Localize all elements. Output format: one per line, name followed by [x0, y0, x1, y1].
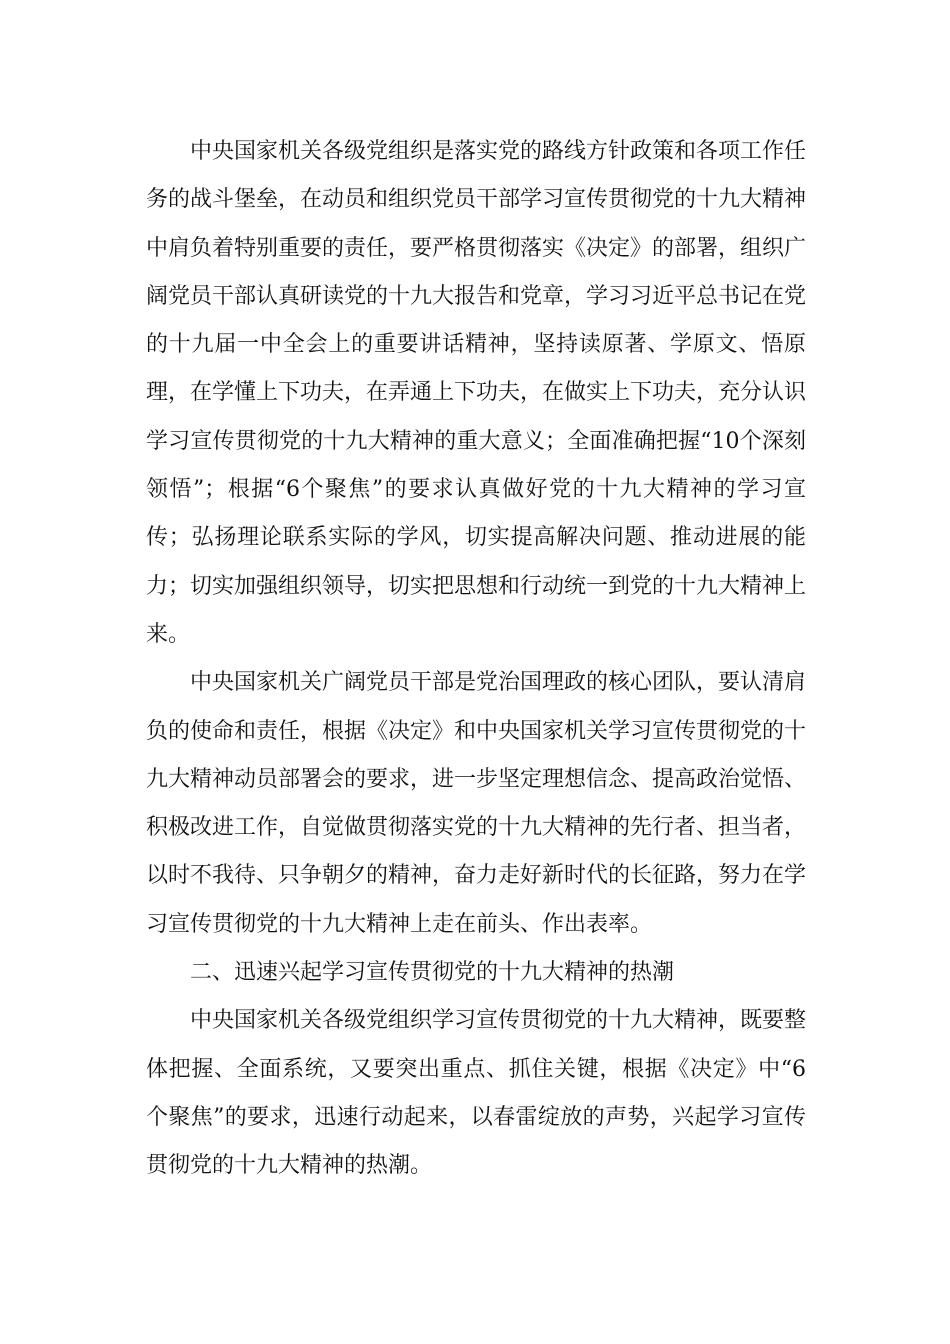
document-body	[146, 128, 806, 1191]
paragraph-party-organizations: 中央国家机关各级党组织是落实党的路线方针政策和各项工作任务的战斗堡垒，在动员和组织党员干部学习宣传贯彻党的十九大精神中肩负着特别重要的责任，要严格贯彻落实《决定》的部署，组织广阔党员干部认真研读党的十九大报告和党章，学习习近平总书记在党的十九届一中全会上的重要讲话精神，坚持读原著、学原文、悟原理，在学懂上下功夫，在弄通上下功夫，在做实上下功夫，充分认识学习宣传贯彻党的十九大精神的重大意义；全面准确把握“10个深刻领悟”；根据“6个聚焦”的要求认真做好党的十九大精神的学习宣传；弘扬理论联系实际的学风，切实提高解决问题、推动进展的能力；切实加强组织领导，切实把思想和行动统一到党的十九大精神上来。	[146, 139, 807, 647]
paragraph-study-upsurge: 中央国家机关各级党组织学习宣传贯彻党的十九大精神，既要整体把握、全面系统，又要突出重点、抓住关键，根据《决定》中“6个聚焦”的要求，迅速行动起来，以春雷绽放的声势，兴起学习宣传贯彻党的十九大精神的热潮。	[146, 1008, 807, 1179]
paragraph-party-cadres: 中央国家机关广阔党员干部是党治国理政的核心团队，要认清肩负的使命和责任，根据《决定》和中央国家机关学习宣传贯彻党的十九大精神动员部署会的要求，进一步坚定理想信念、提高政治觉悟、积极改进工作，自觉做贯彻落实党的十九大精神的先行者、担当者，以时不我待、只争朝夕的精神，奋力走好新时代的长征路，努力在学习宣传贯彻党的十九大精神上走在前头、作出表率。	[146, 670, 807, 937]
section-heading-2: 二、迅速兴起学习宣传贯彻党的十九大精神的热潮	[190, 960, 675, 986]
